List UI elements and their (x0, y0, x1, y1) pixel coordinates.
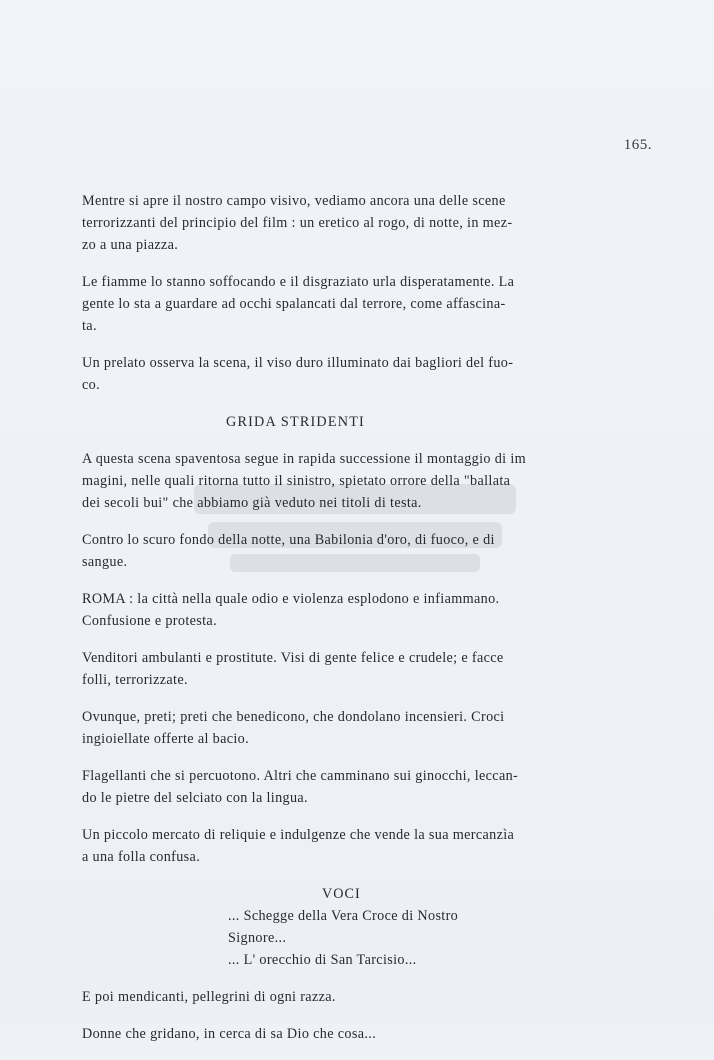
paragraph-5 (82, 529, 642, 573)
text-line: Ovunque, preti; preti che benedicono, che dondolano incensieri. Croci (82, 709, 505, 725)
text-line: Le fiamme lo stanno soffocando e il disgraziato urla disperatamente. La (82, 274, 515, 290)
paragraph-11 (82, 986, 642, 1008)
paragraph-6 (82, 588, 642, 632)
text-line: ROMA : la città nella quale odio e violenza esplodono e infiammano. (82, 591, 500, 607)
paragraph-8 (82, 706, 642, 750)
paragraph-4 (82, 448, 642, 514)
text-line: do le pietre del selciato con la lingua. (82, 790, 308, 806)
paragraph-9 (82, 765, 642, 809)
text-line: Venditori ambulanti e prostitute. Visi di gente felice e crudele; e facce (82, 650, 504, 666)
paragraph-2 (82, 271, 642, 337)
text-line: Contro lo scuro fondo della notte, una Babilonia d'oro, di fuoco, e di (82, 532, 495, 548)
text-line: zo a una piazza. (82, 237, 179, 253)
text-line: A questa scena spaventosa segue in rapida successione il montaggio di im (82, 451, 527, 467)
text-line: ta. (82, 318, 97, 334)
text-line: dei secoli bui" che abbiamo già veduto nei titoli di testa. (82, 495, 422, 511)
text-line: co. (82, 377, 100, 393)
text-line: ingioiellate offerte al bacio. (82, 731, 250, 747)
text-line: sangue. (82, 554, 128, 570)
text-line: Un prelato osserva la scena, il viso duro illuminato dai bagliori del fuo- (82, 355, 514, 371)
page-number: 165. (623, 137, 652, 153)
paragraph-10 (82, 824, 642, 868)
voci-line: Signore... (228, 930, 287, 946)
text-line: Un piccolo mercato di reliquie e indulgenze che vende la sua mercanzìa (82, 827, 515, 843)
section-heading: GRIDA STRIDENTI (226, 414, 365, 430)
text-line: Mentre si apre il nostro campo visivo, vediamo ancora una delle scene (82, 193, 506, 209)
text-line: gente lo sta a guardare ad occhi spalancati dal terrore, come affascina- (82, 296, 506, 312)
text-line: Flagellanti che si percuotono. Altri che camminano sui ginocchi, leccan- (82, 768, 519, 784)
voci-line: ... Schegge della Vera Croce di Nostro (228, 908, 459, 924)
text-line: E poi mendicanti, pellegrini di ogni razza. (82, 989, 336, 1005)
paragraph-7 (82, 647, 642, 691)
paragraph-3 (82, 352, 642, 396)
text-line: folli, terrorizzate. (82, 672, 188, 688)
document-body (82, 190, 642, 1060)
voci-line: ... L' orecchio di San Tarcisio... (228, 952, 417, 968)
voci-dialogue-block (82, 883, 642, 971)
paragraph-12 (82, 1023, 642, 1045)
text-line: Donne che gridano, in cerca di sa Dio che cosa... (82, 1026, 377, 1042)
text-line: Confusione e protesta. (82, 613, 217, 629)
voci-label: VOCI (322, 886, 361, 902)
text-line: a una folla confusa. (82, 849, 201, 865)
paragraph-1 (82, 190, 642, 256)
text-line: magini, nelle quali ritorna tutto il sinistro, spietato orrore della "ballata (82, 473, 511, 489)
text-line: terrorizzanti del principio del film : un eretico al rogo, di notte, in mez- (82, 215, 513, 231)
